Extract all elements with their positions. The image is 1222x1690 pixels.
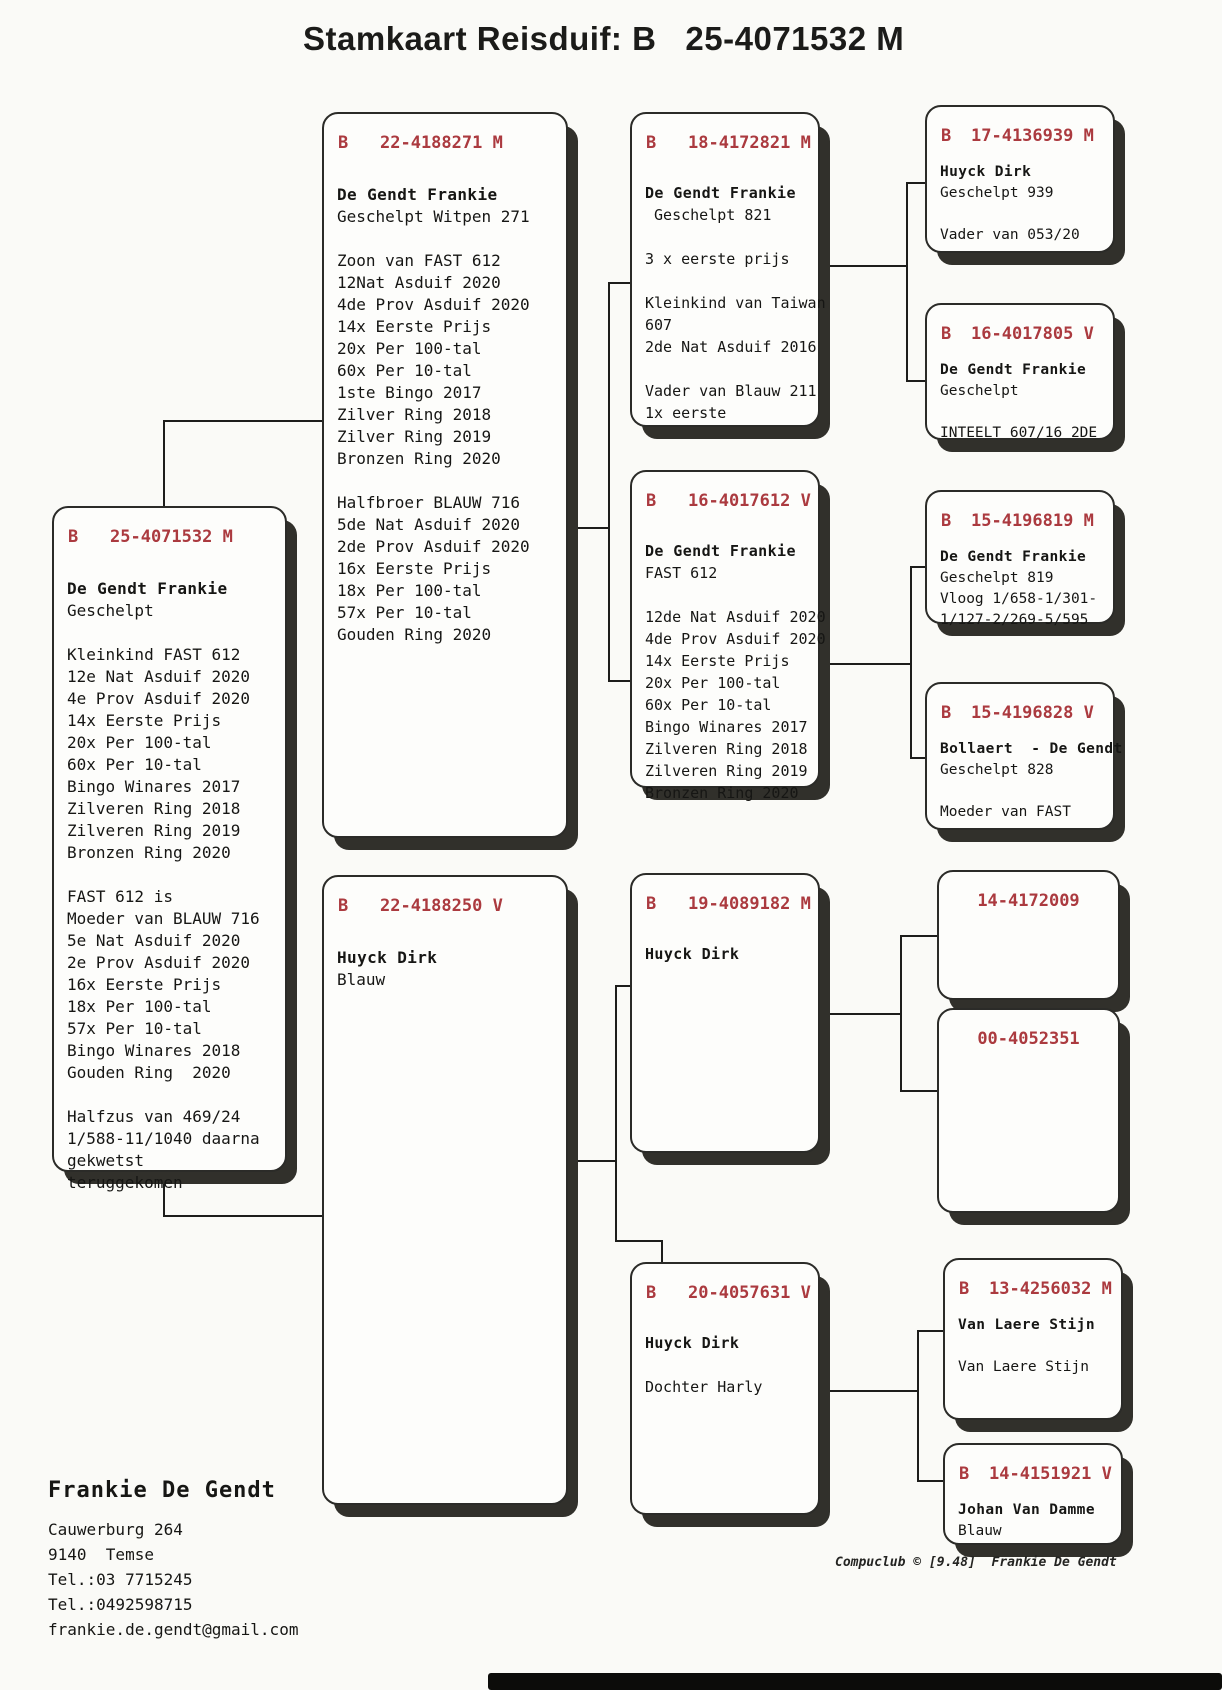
box-line: INTEELT 607/16 2DE: [940, 425, 1098, 441]
box-line: 60x Per 10-tal: [645, 696, 772, 714]
box-line: gekwetst: [67, 1151, 145, 1170]
box-line: Geschelpt 821: [645, 206, 772, 224]
owner-address-line: Tel.:0492598715: [48, 1595, 193, 1614]
box-line: 20x Per 100-tal: [67, 733, 212, 752]
box-header: [927, 321, 1113, 347]
box-line: FAST 612 is: [67, 887, 173, 906]
ring-number: 18-4172821 M: [688, 133, 811, 153]
box-line: Moeder van FAST: [940, 804, 1071, 820]
box-body: [927, 162, 1113, 246]
box-line: Geschelpt 828: [940, 762, 1054, 778]
box-line: [67, 1084, 272, 1106]
box-line: Geschelpt 939: [940, 185, 1054, 201]
pedigree-box-ggp6: [937, 1008, 1120, 1213]
owner-address-line: 9140 Temse: [48, 1545, 154, 1564]
country-band-code: B: [941, 126, 952, 146]
box-line: Bronzen Ring 2020: [67, 843, 231, 862]
box-line: Bronzen Ring 2020: [337, 449, 501, 468]
fancier-name: De Gendt Frankie: [645, 542, 796, 560]
box-line: Geschelpt: [67, 601, 154, 620]
pedigree-connector-line: [163, 420, 165, 508]
pedigree-box-gp1: [630, 112, 826, 427]
box-line: Blauw: [958, 1523, 1002, 1539]
country-band-code: B: [338, 133, 349, 153]
box-line: [958, 1336, 1108, 1357]
box-line: Kleinkind van Taiwan: [645, 294, 826, 312]
pedigree-box-gp4: [630, 1262, 820, 1515]
fancier-name: De Gendt Frankie: [337, 185, 498, 204]
box-line: 16x Eerste Prijs: [67, 975, 222, 994]
box-header: [632, 1280, 818, 1306]
box-body: [927, 739, 1123, 823]
box-header: [945, 1461, 1121, 1487]
pedigree-connector-line: [906, 182, 908, 382]
ring-number: 22-4188250 V: [380, 896, 503, 916]
box-line: 57x Per 10-tal: [337, 603, 472, 622]
box-line: [337, 470, 553, 492]
fancier-name: De Gendt Frankie: [645, 184, 796, 202]
pedigree-connector-line: [818, 1013, 900, 1015]
pedigree-box-mother: [322, 875, 568, 1505]
box-line: Vloog 1/658-1/301-: [940, 591, 1098, 607]
pedigree-connector-line: [608, 680, 630, 682]
pedigree-connector-line: [615, 985, 617, 1242]
ring-number: 14-4151921 V: [989, 1464, 1112, 1484]
box-header: [945, 1276, 1121, 1302]
software-credit: Compuclub © [9.48] Frankie De Gendt: [835, 1555, 1117, 1570]
pedigree-box-ggp7: [943, 1258, 1123, 1420]
box-line: [940, 781, 1100, 802]
box-line: Zilveren Ring 2019: [67, 821, 241, 840]
box-header: [54, 524, 285, 550]
pedigree-connector-line: [615, 1240, 661, 1242]
box-line: Moeder van BLAUW 716: [67, 909, 260, 928]
owner-name: Frankie De Gendt: [48, 1478, 276, 1503]
pedigree-connector-line: [818, 1390, 917, 1392]
box-body: [54, 578, 285, 1194]
box-line: 1x eerste: [645, 404, 727, 422]
box-line: [67, 864, 272, 886]
pedigree-box-ggp8: [943, 1443, 1123, 1545]
box-line: 12Nat Asduif 2020: [337, 273, 501, 292]
box-line: Bronzen Ring 2020: [645, 784, 799, 802]
fancier-name: Huyck Dirk: [940, 164, 1032, 180]
box-line: [67, 622, 272, 644]
box-body: [927, 360, 1113, 444]
country-band-code: B: [68, 527, 79, 547]
box-line: [645, 226, 805, 248]
box-body: [632, 943, 818, 965]
box-line: 2de Prov Asduif 2020: [337, 537, 530, 556]
box-line: 57x Per 10-tal: [67, 1019, 202, 1038]
box-line: Zilveren Ring 2018: [645, 740, 808, 758]
box-body: [632, 1332, 818, 1398]
pedigree-box-ggp5: [937, 870, 1120, 1000]
box-line: Vader van Blauw 211: [645, 382, 817, 400]
ring-number: 15-4196828 V: [971, 703, 1094, 723]
pedigree-connector-line: [608, 282, 610, 682]
box-line: Zilveren Ring 2019: [645, 762, 808, 780]
box-line: Dochter Harly: [645, 1378, 763, 1396]
box-line: 4de Prov Asduif 2020: [645, 630, 826, 648]
box-line: 3 x eerste prijs: [645, 250, 790, 268]
owner-address-line: Cauwerburg 264: [48, 1520, 183, 1539]
pedigree-box-ggp1: [925, 105, 1115, 253]
box-line: 4e Prov Asduif 2020: [67, 689, 251, 708]
pedigree-connector-line: [910, 566, 912, 759]
box-line: 5de Nat Asduif 2020: [337, 515, 521, 534]
fancier-name: Huyck Dirk: [645, 945, 740, 963]
box-line: 12e Nat Asduif 2020: [67, 667, 251, 686]
box-line: 1/127-2/269-5/595: [940, 612, 1089, 628]
ring-number: 25-4071532 M: [110, 527, 233, 547]
box-header: [927, 508, 1113, 534]
fancier-name: De Gendt Frankie: [940, 362, 1087, 378]
box-line: 4de Prov Asduif 2020: [337, 295, 530, 314]
box-line: 14x Eerste Prijs: [67, 711, 222, 730]
box-line: Geschelpt Witpen 271: [337, 207, 530, 226]
owner-address-lines: [48, 1517, 298, 1642]
box-line: 60x Per 10-tal: [337, 361, 472, 380]
box-line: 12de Nat Asduif 2020: [645, 608, 826, 626]
box-line: Zilver Ring 2018: [337, 405, 492, 424]
ring-number: 16-4017612 V: [688, 491, 811, 511]
box-line: Bingo Winares 2018: [67, 1041, 241, 1060]
box-line: 18x Per 100-tal: [337, 581, 482, 600]
box-line: [645, 358, 805, 380]
pedigree-connector-line: [568, 1160, 615, 1162]
country-band-code: B: [941, 511, 952, 531]
country-band-code: B: [646, 133, 657, 153]
box-line: 2de Nat Asduif 2016: [645, 338, 817, 356]
ring-number: 00-4052351: [977, 1029, 1080, 1049]
pedigree-connector-line: [906, 182, 925, 184]
box-line: Zoon van FAST 612: [337, 251, 501, 270]
fancier-name: Johan Van Damme: [958, 1502, 1095, 1518]
box-line: Gouden Ring 2020: [67, 1063, 231, 1082]
box-body: [927, 547, 1113, 631]
country-band-code: B: [941, 703, 952, 723]
pedigree-connector-line: [917, 1330, 943, 1332]
country-band-code: B: [338, 896, 349, 916]
fancier-name: Van Laere Stijn: [958, 1317, 1095, 1333]
box-line: teruggekomen: [67, 1173, 183, 1192]
box-line: Van Laere Stijn: [958, 1359, 1089, 1375]
fancier-name: Bollaert - De Gendt: [940, 741, 1123, 757]
box-line: Halfzus van 469/24: [67, 1107, 241, 1126]
box-line: FAST 612: [645, 564, 718, 582]
box-line: 60x Per 10-tal: [67, 755, 202, 774]
box-header: [632, 891, 818, 917]
pedigree-connector-line: [661, 1240, 663, 1264]
box-line: Kleinkind FAST 612: [67, 645, 241, 664]
ring-number: 14-4172009: [977, 891, 1080, 911]
box-line: 14x Eerste Prijs: [645, 652, 790, 670]
ring-number: 22-4188271 M: [380, 133, 503, 153]
box-line: Bingo Winares 2017: [645, 718, 808, 736]
pedigree-connector-line: [608, 282, 630, 284]
pedigree-connector-line: [818, 265, 906, 267]
box-line: Halfbroer BLAUW 716: [337, 493, 521, 512]
box-line: Vader van 053/20: [940, 227, 1080, 243]
box-line: 20x Per 100-tal: [645, 674, 781, 692]
box-line: Geschelpt: [940, 383, 1019, 399]
country-band-code: B: [941, 324, 952, 344]
ring-number: 13-4256032 M: [989, 1279, 1112, 1299]
box-line: Gouden Ring 2020: [337, 625, 492, 644]
owner-contact-block: [48, 1478, 298, 1642]
box-header: [939, 1026, 1118, 1052]
ring-number: 19-4089182 M: [688, 894, 811, 914]
box-header: [632, 488, 818, 514]
pedigree-connector-line: [900, 935, 902, 1092]
fancier-name: Huyck Dirk: [645, 1334, 740, 1352]
pedigree-box-ggp3: [925, 490, 1115, 628]
ring-number: 16-4017805 V: [971, 324, 1094, 344]
box-body: [945, 1315, 1121, 1378]
scan-artifact-bar: [488, 1673, 1222, 1690]
pedigree-box-ggp2: [925, 303, 1115, 440]
box-body: [324, 947, 566, 991]
pedigree-connector-line: [568, 527, 608, 529]
ring-number: 15-4196819 M: [971, 511, 1094, 531]
box-line: [645, 270, 805, 292]
pedigree-connector-line: [818, 663, 910, 665]
ring-number: 20-4057631 V: [688, 1283, 811, 1303]
box-line: 20x Per 100-tal: [337, 339, 482, 358]
pedigree-connector-line: [900, 935, 937, 937]
box-line: [940, 204, 1100, 225]
country-band-code: B: [646, 491, 657, 511]
box-header: [324, 893, 566, 919]
box-line: [940, 402, 1100, 423]
box-body: [632, 182, 826, 424]
country-band-code: B: [646, 1283, 657, 1303]
box-line: Zilveren Ring 2018: [67, 799, 241, 818]
box-line: 2e Prov Asduif 2020: [67, 953, 251, 972]
box-header: [927, 700, 1113, 726]
country-band-code: B: [959, 1279, 970, 1299]
box-header: [939, 888, 1118, 914]
fancier-name: Huyck Dirk: [337, 948, 438, 967]
pedigree-connector-line: [917, 1480, 943, 1482]
box-line: 1ste Bingo 2017: [337, 383, 482, 402]
country-band-code: B: [959, 1464, 970, 1484]
ring-number: 17-4136939 M: [971, 126, 1094, 146]
country-band-code: B: [646, 894, 657, 914]
fancier-name: De Gendt Frankie: [67, 579, 228, 598]
box-header: [927, 123, 1113, 149]
page-title: Stamkaart Reisduif: B 25-4071532 M: [303, 20, 905, 57]
box-line: Geschelpt 819: [940, 570, 1054, 586]
box-line: 1/588-11/1040 daarna: [67, 1129, 260, 1148]
pedigree-box-father: [322, 112, 568, 838]
pedigree-connector-line: [163, 420, 322, 422]
owner-address-line: Tel.:03 7715245: [48, 1570, 193, 1589]
pedigree-box-gp3: [630, 873, 820, 1153]
box-line: 18x Per 100-tal: [67, 997, 212, 1016]
pedigree-box-ggp4: [925, 682, 1123, 830]
box-line: [645, 584, 805, 606]
pedigree-connector-line: [615, 985, 630, 987]
owner-address-line: frankie.de.gendt@gmail.com: [48, 1620, 299, 1639]
box-line: 14x Eerste Prijs: [337, 317, 492, 336]
pedigree-connector-line: [917, 1330, 919, 1482]
box-header: [324, 130, 566, 156]
fancier-name: De Gendt Frankie: [940, 549, 1087, 565]
pedigree-box-gp2: [630, 470, 826, 802]
box-line: Zilver Ring 2019: [337, 427, 492, 446]
pedigree-box-subject: [52, 506, 287, 1192]
box-line: [645, 1354, 805, 1376]
box-line: 5e Nat Asduif 2020: [67, 931, 241, 950]
box-line: 16x Eerste Prijs: [337, 559, 492, 578]
box-header: [632, 130, 818, 156]
box-line: Bingo Winares 2017: [67, 777, 241, 796]
box-body: [945, 1500, 1121, 1542]
pedigree-connector-line: [900, 1090, 937, 1092]
box-body: [324, 184, 566, 646]
box-line: 607: [645, 316, 673, 334]
box-line: Blauw: [337, 970, 386, 989]
box-body: [632, 540, 826, 804]
pedigree-connector-line: [163, 1215, 322, 1217]
box-line: [337, 228, 553, 250]
